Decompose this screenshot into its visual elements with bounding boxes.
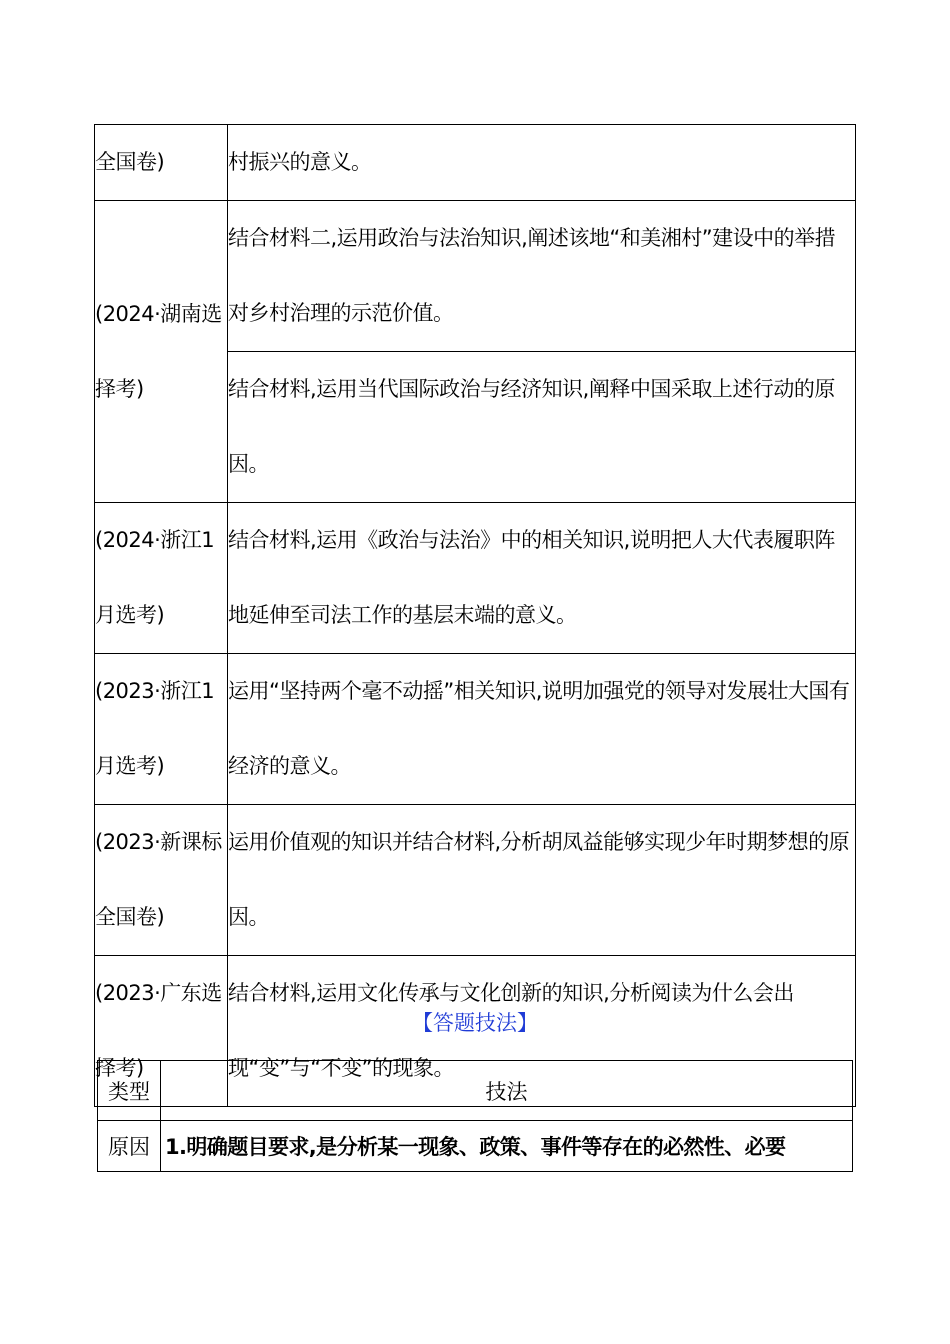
question-cell: 结合材料二,运用政治与法治知识,阐述该地“和美湘村”建设中的举措对乡村治理的示范价值。 — [228, 201, 856, 352]
question-cell: 结合材料,运用《政治与法治》中的相关知识,说明把人大代表履职阵地延伸至司法工作的基层末端的意义。 — [228, 503, 856, 654]
source-cell: (2024·湖南选择考) — [95, 201, 228, 503]
skills-table — [97, 1060, 853, 1172]
table-row — [95, 503, 856, 654]
table-row — [95, 805, 856, 956]
source-cell: (2024·浙江1月选考) — [95, 503, 228, 654]
source-cell: (2023·浙江1月选考) — [95, 654, 228, 805]
question-cell: 运用“坚持两个毫不动摇”相关知识,说明加强党的领导对发展壮大国有经济的意义。 — [228, 654, 856, 805]
table-row — [95, 201, 856, 352]
questions-table — [94, 124, 856, 1107]
question-cell: 结合材料,运用文化传承与文化创新的知识,分析阅读为什么会出现“变”与“不变”的现象。 — [228, 956, 856, 1107]
source-cell: 全国卷) — [95, 125, 228, 201]
question-cell: 结合材料,运用当代国际政治与经济知识,阐释中国采取上述行动的原因。 — [228, 352, 856, 503]
table-row — [95, 654, 856, 805]
table-row — [95, 125, 856, 201]
method-cell: 1.明确题目要求,是分析某一现象、政策、事件等存在的必然性、必要 — [161, 1121, 853, 1172]
section-title: 【答题技法】 — [412, 1011, 538, 1035]
question-cell: 村振兴的意义。 — [228, 125, 856, 201]
question-cell: 运用价值观的知识并结合材料,分析胡凤益能够实现少年时期梦想的原因。 — [228, 805, 856, 956]
method-header: 技法 — [161, 1061, 853, 1121]
table-header-row — [98, 1061, 853, 1121]
type-header: 类型 — [98, 1061, 161, 1121]
source-cell: (2023·广东选择考) — [95, 956, 228, 1107]
table-row — [98, 1121, 853, 1172]
type-cell: 原因 — [98, 1121, 161, 1172]
source-cell: (2023·新课标全国卷) — [95, 805, 228, 956]
